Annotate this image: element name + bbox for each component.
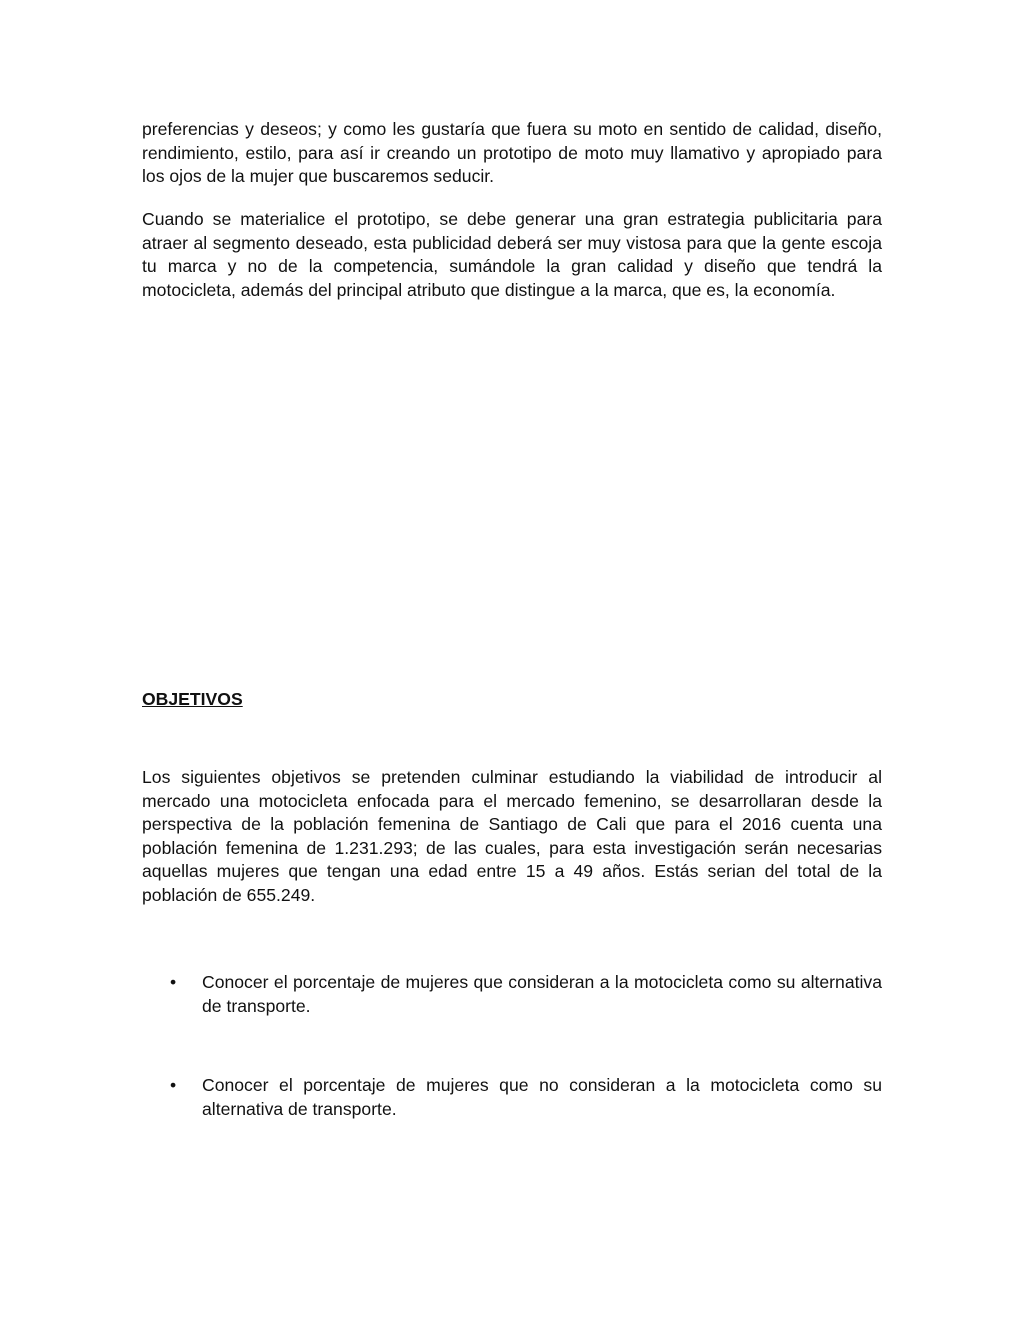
paragraph-preferences: preferencias y deseos; y como les gustaría que fuera su moto en sentido de calidad, diseño, rendimiento, estilo, para así ir creando un prototipo de moto muy llamativo y apropiado para los ojos de la mujer que buscaremos seducir. [142, 119, 882, 186]
bullet-icon: • [170, 1075, 177, 1095]
paragraph-objectives-intro: Los siguientes objetivos se pretenden culminar estudiando la viabilidad de introducir al mercado una motocicleta enfocada para el mercado femenino, se desarrollaran desde la perspectiva de la población femenina de Santiago de Cali que para el 2016 cuenta una población femenina de 1.231.293; de las cuales, para esta investigación serán necesarias aquellas mujeres que tengan una edad entre 15 a 49 años. Estás serian del total de la población de 655.249. [142, 767, 882, 905]
list-item-text: Conocer el porcentaje de mujeres que no consideran a la motocicleta como su alternativa de transporte. [202, 1075, 882, 1119]
section-heading-objetivos: OBJETIVOS [142, 689, 243, 709]
paragraph-advertising-strategy: Cuando se materialice el prototipo, se debe generar una gran estrategia publicitaria para atraer al segmento deseado, esta publicidad deberá ser muy vistosa para que la gente escoja tu marca y no de la competencia, sumándole la gran calidad y diseño que tendrá la motocicleta, además del principal atributo que distingue a la marca, que es, la economía. [142, 209, 882, 300]
list-item-text: Conocer el porcentaje de mujeres que consideran a la motocicleta como su alternativa de transporte. [202, 972, 882, 1016]
bullet-icon: • [170, 972, 177, 992]
